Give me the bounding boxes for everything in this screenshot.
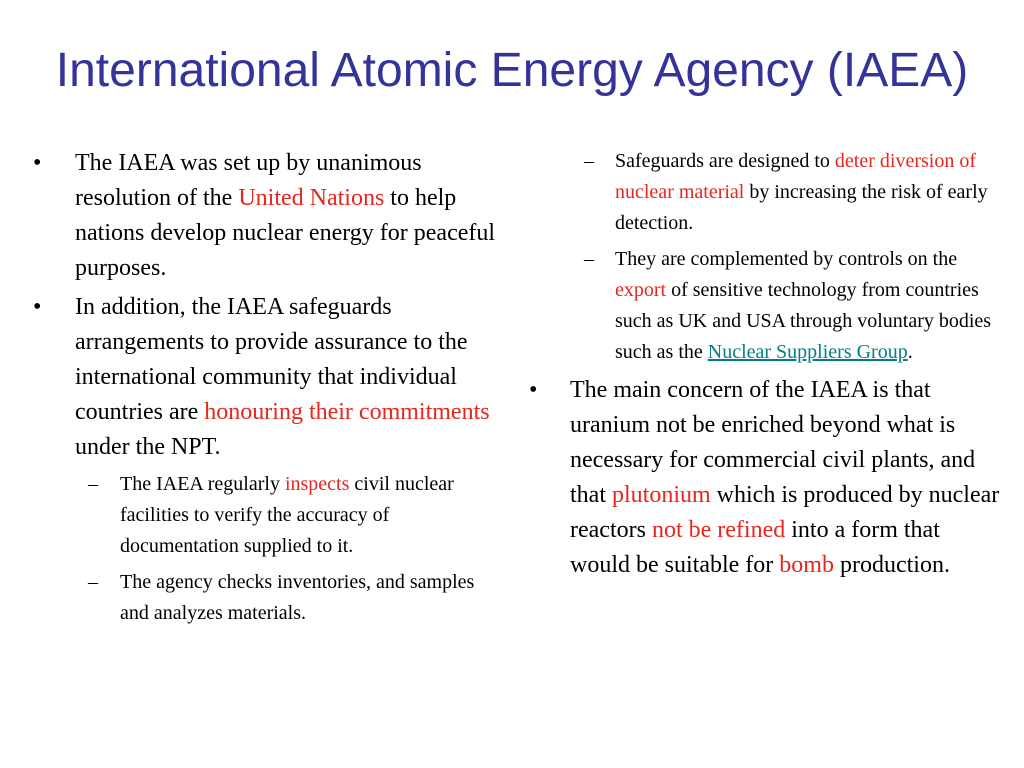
sub-bullet-text: The IAEA regularly xyxy=(120,473,285,495)
highlight-honouring-commitments: honouring their commitments xyxy=(204,399,490,425)
sub-bullet-text: by increasing the risk of early detection. xyxy=(615,181,988,234)
sub-bullet-export-controls xyxy=(524,244,1004,368)
sub-bullet-inventories xyxy=(28,567,498,629)
sub-bullet-inspects xyxy=(28,469,498,562)
bullet-text: under the NPT. xyxy=(75,434,221,460)
sub-bullet-mark: – xyxy=(88,473,98,495)
slide-title: International Atomic Energy Agency (IAEA) xyxy=(55,44,969,97)
sub-bullet-text: civil nuclear facilities to verify the accuracy of documentation supplied to it. xyxy=(120,473,454,557)
bullet-main-concern xyxy=(524,373,1004,583)
highlight-deter-diversion: deter diversion of nuclear material xyxy=(615,150,976,203)
highlight-inspects: inspects xyxy=(284,473,350,495)
highlight-export: export xyxy=(615,279,667,301)
bullet-text: production. xyxy=(833,552,950,578)
bullet-iaea-setup xyxy=(28,146,498,286)
bullet-mark: • xyxy=(33,294,42,320)
highlight-not-be-refined: not be refined xyxy=(651,517,786,543)
bullet-text: The IAEA was set up by unanimous resolution of the xyxy=(75,150,422,211)
bullet-text: which is produced by nuclear reactors xyxy=(570,482,1000,543)
right-column xyxy=(524,146,1004,587)
bullet-text: In addition, the IAEA safeguards arrangements to provide assurance to the international community that individual countries are xyxy=(75,294,468,425)
sub-bullet-text: Safeguards are designed to xyxy=(615,150,835,172)
highlight-united-nations: United Nations xyxy=(238,185,385,211)
bullet-mark: • xyxy=(33,150,42,176)
sub-bullet-text: . xyxy=(907,341,913,363)
sub-bullet-deter-diversion xyxy=(524,146,1004,239)
highlight-bomb: bomb xyxy=(779,552,834,578)
sub-bullet-mark: – xyxy=(584,150,594,172)
highlight-plutonium: plutonium xyxy=(612,482,711,508)
left-column xyxy=(28,146,498,634)
sub-bullet-mark: – xyxy=(584,248,594,270)
bullet-safeguards xyxy=(28,290,498,465)
sub-bullet-mark: – xyxy=(88,571,98,593)
sub-bullet-text: The agency checks inventories, and samples and analyzes materials. xyxy=(120,571,475,624)
nuclear-suppliers-group-link[interactable]: Nuclear Suppliers Group xyxy=(707,341,908,363)
sub-bullet-text: They are complemented by controls on the xyxy=(615,248,958,270)
sub-bullet-text: of sensitive technology from countries such as UK and USA through voluntary bodies such as the xyxy=(615,279,992,363)
bullet-text: The main concern of the IAEA is that uranium not be enriched beyond what is necessary for commercial civil plants, and that xyxy=(570,377,976,508)
bullet-text: to help nations develop nuclear energy for peaceful purposes. xyxy=(75,185,496,281)
bullet-mark: • xyxy=(529,377,538,403)
bullet-text: into a form that would be suitable for xyxy=(570,517,940,578)
